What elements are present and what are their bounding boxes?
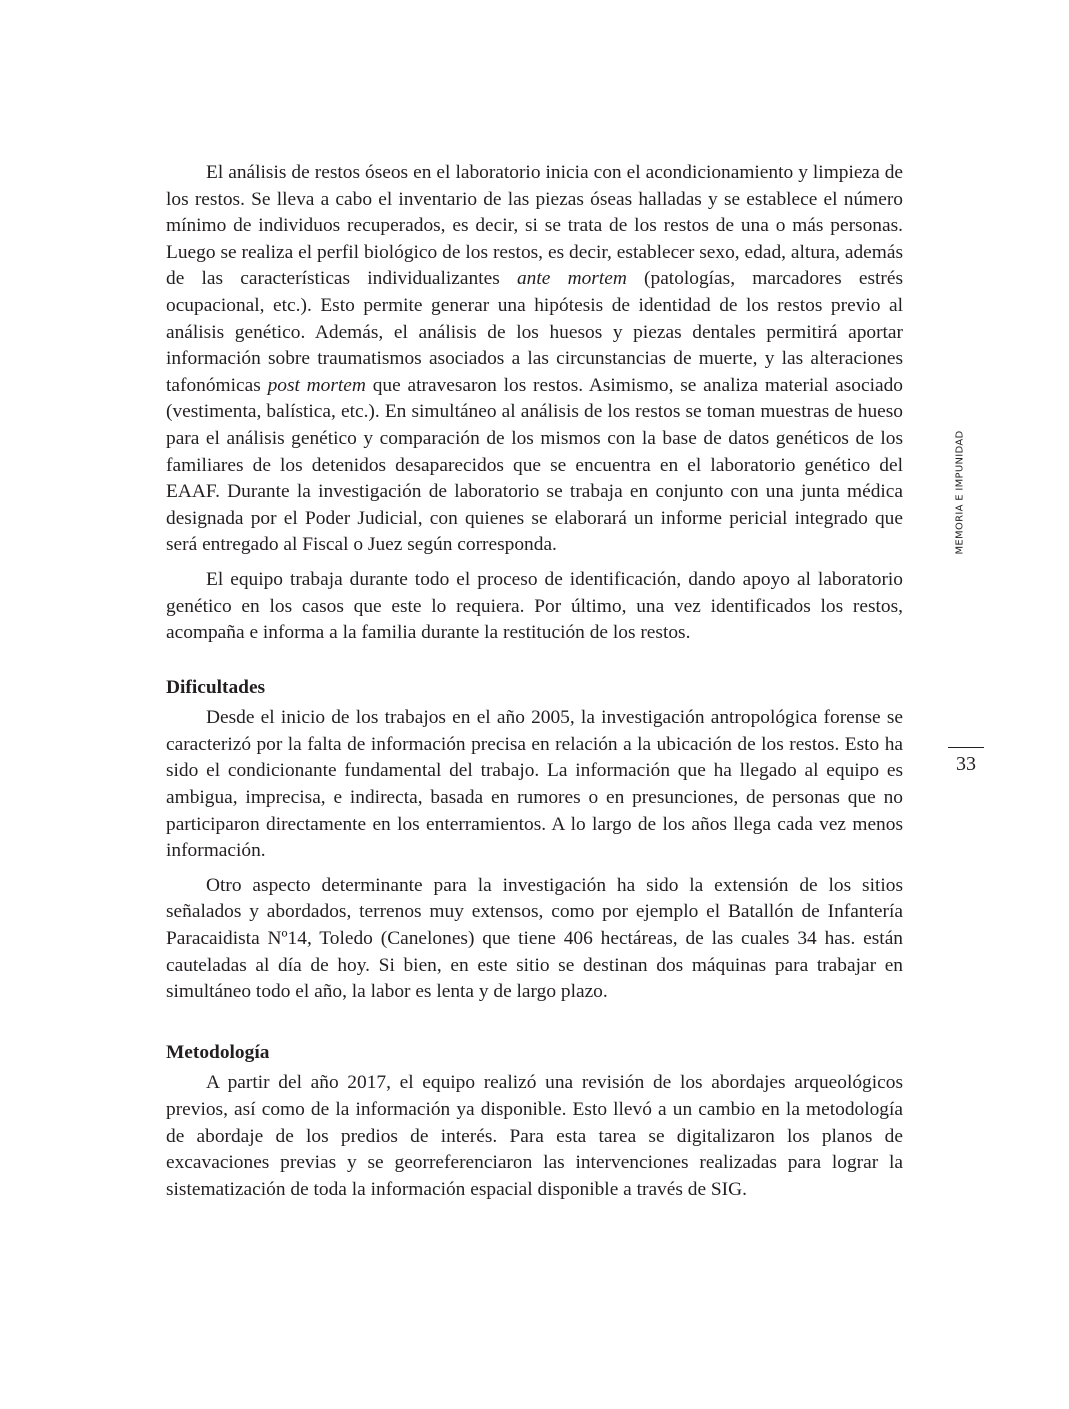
- running-head-text: MEMORIA E IMPUNIDAD: [954, 430, 966, 555]
- heading-metodologia: Metodología: [166, 1041, 270, 1063]
- paragraph-text-part: (patologías, marcadores estrés ocupacional, etc.). Esto permite generar una hipótesis de identidad de los restos previo al análisis genético. Además, el análisis de los huesos y piezas dentales permitirá aportar información sobre traumatismos asociados a las circunstancias de muerte, y las alteraciones tafonómicas: [166, 268, 903, 396]
- paragraph-identification-process: El equipo trabaja durante todo el proceso de identificación, dando apoyo al laboratorio genético en los casos que este lo requiera. Por último, una vez identificados los restos, acompaña e informa a la familia durante la restitución de los restos.: [166, 568, 903, 644]
- paragraph-dificultades-1: Desde el inicio de los trabajos en el año 2005, la investigación antropológica forense se caracterizó por la falta de información precisa en relación a la ubicación de los restos. Esto ha sido el condicionante fundamental del trabajo. La información que ha llegado al equipo es ambigua, imprecisa, e indirecta, basada en rumores o en presunciones, de personas que no participaron directamente en los enterramientos. A lo largo de los años llega cada vez menos información.: [166, 707, 903, 862]
- page-number-rule: [948, 747, 984, 748]
- running-head: [952, 420, 968, 565]
- paragraph-metodologia-1: A partir del año 2017, el equipo realizó una revisión de los abordajes arqueológicos previos, así como de la información ya disponible. Esto llevó a un cambio en la metodología de abordaje de los predios de interés. Para esta tarea se digitalizaron los planos de excavaciones previas y se georreferenciaron las intervenciones realizadas para lograr la sistematización de toda la información espacial disponible a través de SIG.: [166, 1072, 903, 1200]
- italic-term-post-mortem: post mortem: [267, 374, 366, 396]
- heading-dificultades: Dificultades: [166, 676, 266, 698]
- paragraph-laboratory-analysis: [166, 160, 903, 559]
- paragraph-text-part: El análisis de restos óseos en el laboratorio inicia con el acondicionamiento y limpieza de los restos. Se lleva a cabo el inventario de las piezas óseas halladas y se establece el número mínimo de individuos recuperados, es decir, si se trata de los restos de una o más personas. Luego se realiza el perfil biológico de los restos, es decir, establecer sexo, edad, altura, además de las características individualizantes: [166, 162, 903, 290]
- paragraph-text-part: que atravesaron los restos. Asimismo, se analiza material asociado (vestimenta, balística, etc.). En simultáneo al análisis de los restos se toman muestras de hueso para el análisis genético y comparación de los mismos con la base de datos genéticos de los familiares de los detenidos desaparecidos que se encuentra en el laboratorio genético del EAAF. Durante la investigación de laboratorio se trabaja en conjunto con una junta médica designada por el Poder Judicial, con quienes se elaborará un informe pericial integrado que será entregado al Fiscal o Juez según corresponda.: [166, 374, 903, 556]
- italic-term-ante-mortem: ante mortem: [516, 268, 627, 290]
- page-number: 33: [956, 753, 976, 775]
- body-text-column: [166, 160, 903, 1203]
- paragraph-dificultades-2: Otro aspecto determinante para la investigación ha sido la extensión de los sitios señalados y abordados, terrenos muy extensos, como por ejemplo el Batallón de Infantería Paracaidista Nº14, Toledo (Canelones) que tiene 406 hectáreas, de las cuales 34 has. están cauteladas al día de hoy. Si bien, en este sitio se destinan dos máquinas para trabajar en simultáneo todo el año, la labor es lenta y de largo plazo.: [166, 874, 903, 1003]
